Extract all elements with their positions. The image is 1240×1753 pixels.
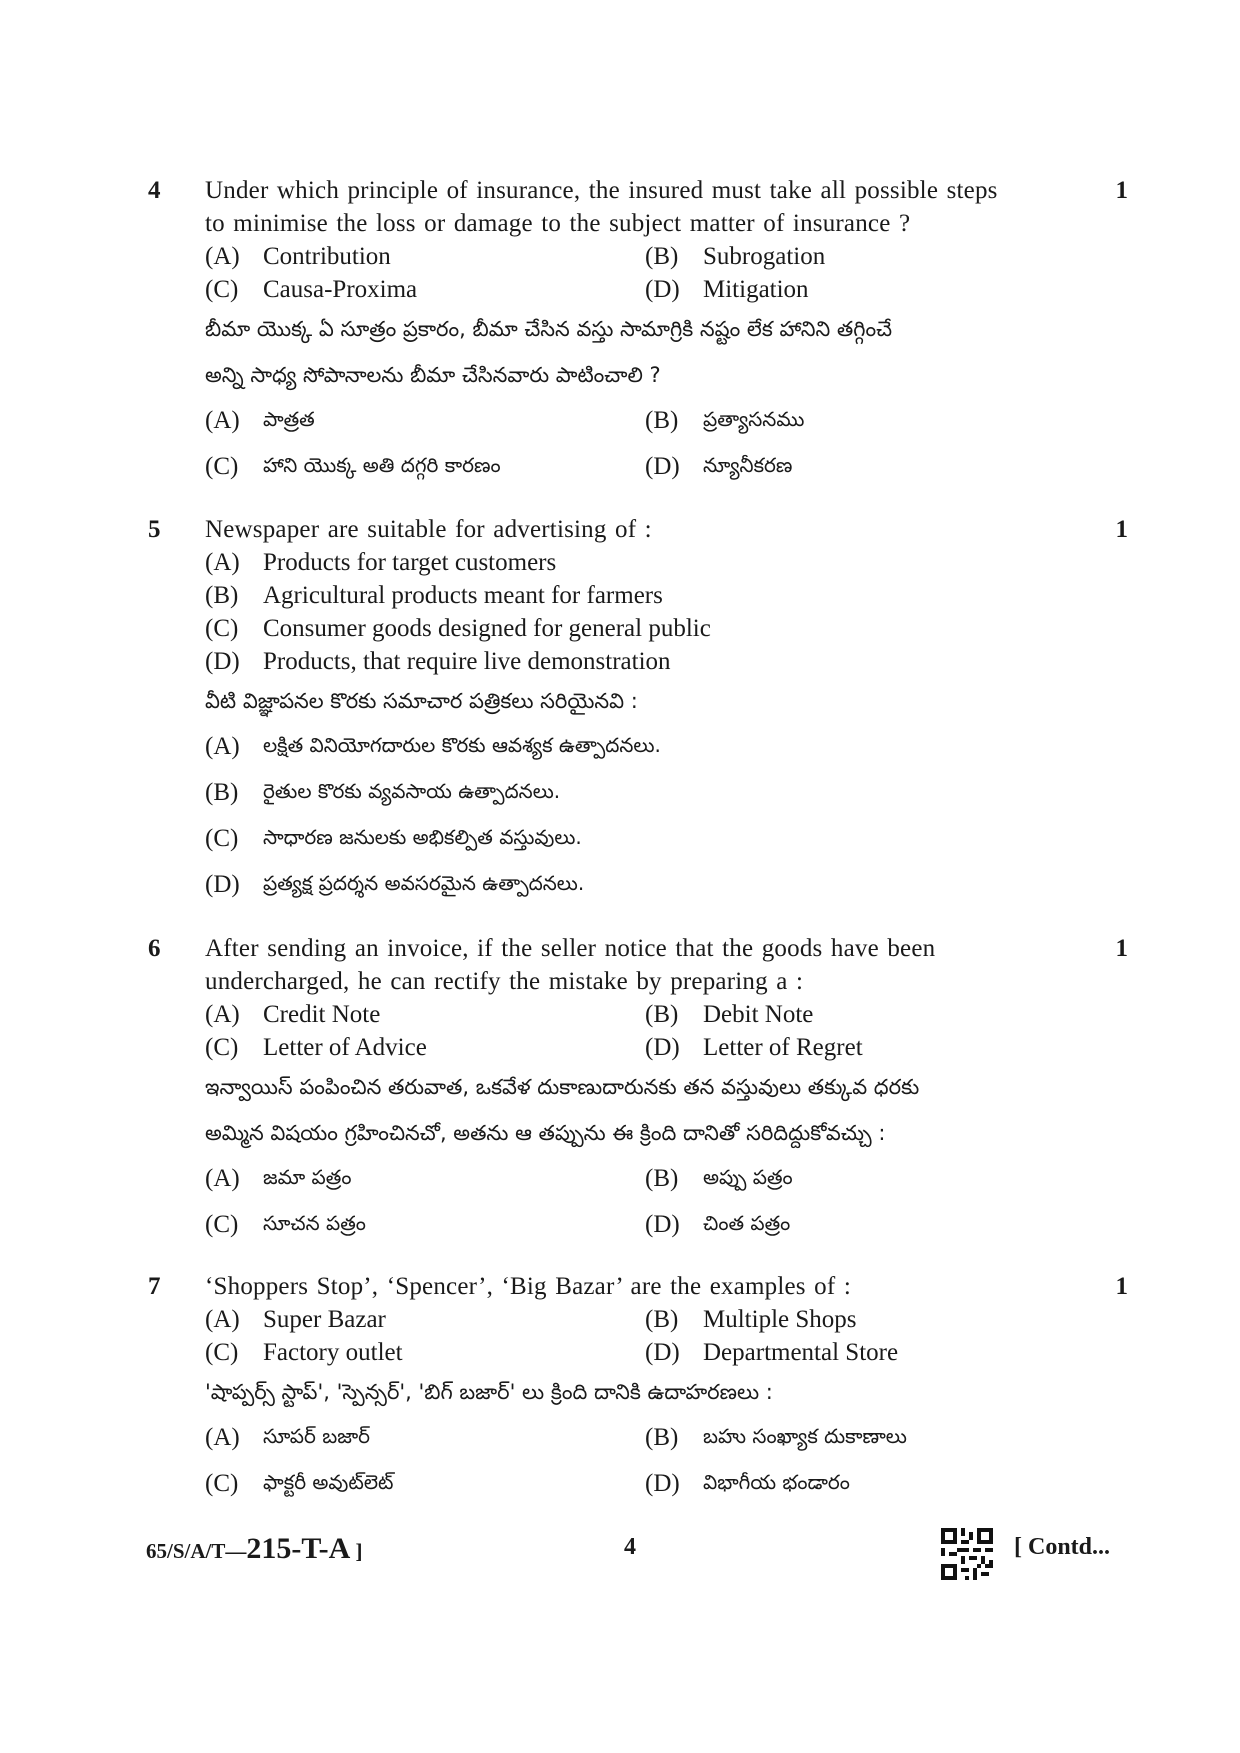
option-text: Subrogation bbox=[703, 242, 826, 270]
telugu-question-line: బీమా యొక్క ఏ సూత్రం ప్రకారం, బీమా చేసిన వస్తు సామాగ్రికి నష్టం లేక హానిని తగ్గించే bbox=[205, 317, 893, 341]
option-text: Products, that require live demonstration bbox=[263, 647, 671, 675]
option-letter: (A) bbox=[205, 1165, 240, 1192]
question-text-line: to minimise the loss or damage to the subject matter of insurance ? bbox=[205, 210, 911, 237]
question-number: 6 bbox=[148, 935, 161, 962]
option-c bbox=[205, 1339, 645, 1367]
option-a bbox=[205, 1001, 645, 1029]
option-letter: (B) bbox=[645, 1424, 679, 1451]
option-text: Debit Note bbox=[703, 1000, 814, 1028]
option-text: ఫాక్టరీ అవుట్‌లెట్ bbox=[263, 1469, 394, 1494]
option-text: పాత్రత bbox=[263, 406, 315, 431]
paper-code-suffix: ] bbox=[350, 1539, 363, 1563]
option-text: Credit Note bbox=[263, 1000, 381, 1028]
option-letter: (B) bbox=[645, 1165, 679, 1192]
option-text: Products for target customers bbox=[263, 548, 557, 576]
option-b bbox=[645, 243, 825, 271]
option-d bbox=[645, 1034, 863, 1062]
question-body bbox=[205, 1270, 1065, 1507]
question-text-line: Under which principle of insurance, the insured must take all possible steps bbox=[205, 177, 998, 204]
telugu-option-a bbox=[205, 724, 1065, 770]
telugu-question-line: 'షాప్పర్స్ స్టాప్', 'స్పెన్సర్', 'బిగ్ బజార్' లు క్రింది దానికి ఉదాహరణలు : bbox=[205, 1380, 773, 1404]
telugu-option-row bbox=[205, 1202, 1065, 1248]
option-text: ప్రత్యాసనము bbox=[703, 406, 805, 431]
option-letter: (C) bbox=[205, 275, 239, 303]
question-marks: 1 bbox=[1115, 1273, 1128, 1300]
option-text: రైతుల కొరకు వ్యవసాయ ఉత్పాదనలు. bbox=[263, 778, 561, 803]
telugu-option-row bbox=[205, 398, 1065, 444]
telugu-question-line: ఇన్వాయిస్ పంపించిన తరువాత, ఒకవేళ దుకాణుదారునకు తన వస్తువులు తక్కువ ధరకు bbox=[205, 1075, 920, 1099]
option-letter: (B) bbox=[645, 1000, 679, 1028]
option-letter: (A) bbox=[205, 242, 240, 270]
option-letter: (C) bbox=[205, 1338, 239, 1366]
question-number: 5 bbox=[148, 516, 161, 543]
option-letter: (C) bbox=[205, 825, 239, 852]
question-number: 7 bbox=[148, 1273, 161, 1300]
option-letter: (D) bbox=[645, 1211, 680, 1238]
option-text: హాని యొక్క అతి దగ్గరి కారణం bbox=[263, 452, 501, 477]
telugu-option-c bbox=[205, 816, 1065, 862]
option-d bbox=[205, 645, 1065, 678]
option-letter: (D) bbox=[205, 871, 240, 898]
page-footer bbox=[146, 1528, 1126, 1568]
option-text: సూచన పత్రం bbox=[263, 1210, 366, 1235]
option-letter: (A) bbox=[205, 1000, 240, 1028]
telugu-option-d bbox=[645, 1211, 790, 1240]
paper-code-prefix: 65/S/A/T— bbox=[146, 1539, 247, 1563]
option-letter: (B) bbox=[645, 407, 679, 434]
option-text: Super Bazar bbox=[263, 1305, 386, 1333]
telugu-option-row bbox=[205, 444, 1065, 490]
paper-code-main: 215-T-A bbox=[246, 1532, 351, 1565]
option-text: Contribution bbox=[263, 242, 391, 270]
question-body bbox=[205, 932, 1065, 1248]
option-b bbox=[205, 579, 1065, 612]
qr-code-icon bbox=[941, 1528, 993, 1580]
option-letter: (B) bbox=[205, 779, 239, 806]
option-row bbox=[205, 1336, 1065, 1369]
option-text: జమా పత్రం bbox=[263, 1164, 352, 1189]
question-text-line: ‘Shoppers Stop’, ‘Spencer’, ‘Big Bazar’ are the examples of : bbox=[205, 1273, 851, 1300]
telugu-option-b bbox=[645, 407, 804, 436]
telugu-option-c bbox=[205, 453, 645, 482]
option-row bbox=[205, 273, 1065, 306]
option-letter: (C) bbox=[205, 614, 239, 642]
option-text: చింత పత్రం bbox=[703, 1210, 791, 1235]
continued-label: [ Contd... bbox=[1014, 1534, 1111, 1560]
option-letter: (A) bbox=[205, 548, 240, 576]
telugu-option-a bbox=[205, 407, 645, 436]
option-text: Multiple Shops bbox=[703, 1305, 857, 1333]
option-text: Departmental Store bbox=[703, 1338, 899, 1366]
option-letter: (B) bbox=[645, 1305, 679, 1333]
option-text: ప్రత్యక్ష ప్రదర్శన అవసరమైన ఉత్పాదనలు. bbox=[263, 870, 585, 895]
telugu-option-a bbox=[205, 1424, 645, 1453]
question-text-line: undercharged, he can rectify the mistake by preparing a : bbox=[205, 968, 804, 995]
option-letter: (D) bbox=[645, 453, 680, 480]
option-letter: (A) bbox=[205, 407, 240, 434]
option-letter: (B) bbox=[205, 581, 239, 609]
option-text: బహు సంఖ్యాక దుకాణాలు bbox=[703, 1423, 907, 1448]
option-c bbox=[205, 1034, 645, 1062]
option-letter: (D) bbox=[645, 1033, 680, 1061]
telugu-question-line: అన్ని సాధ్య సోపానాలను బీమా చేసినవారు పాటించాలి ? bbox=[205, 363, 661, 387]
option-letter: (D) bbox=[645, 275, 680, 303]
option-letter: (D) bbox=[205, 647, 240, 675]
option-row bbox=[205, 1031, 1065, 1064]
question-marks: 1 bbox=[1115, 935, 1128, 962]
option-d bbox=[645, 1339, 898, 1367]
telugu-option-c bbox=[205, 1211, 645, 1240]
option-letter: (A) bbox=[205, 1305, 240, 1333]
option-letter: (D) bbox=[645, 1338, 680, 1366]
question-body bbox=[205, 174, 1065, 490]
option-b bbox=[645, 1306, 857, 1334]
option-letter: (D) bbox=[645, 1470, 680, 1497]
telugu-option-b bbox=[645, 1165, 793, 1194]
question-marks: 1 bbox=[1115, 516, 1128, 543]
telugu-option-row bbox=[205, 1461, 1065, 1507]
question-text-line: Newspaper are suitable for advertising of : bbox=[205, 516, 652, 543]
telugu-option-b bbox=[205, 770, 1065, 816]
telugu-option-row bbox=[205, 1415, 1065, 1461]
option-letter: (B) bbox=[645, 242, 679, 270]
option-letter: (C) bbox=[205, 453, 239, 480]
option-row bbox=[205, 240, 1065, 273]
option-text: సూపర్ బజార్ bbox=[263, 1423, 370, 1448]
option-letter: (C) bbox=[205, 1470, 239, 1497]
option-text: అప్పు పత్రం bbox=[703, 1164, 793, 1189]
telugu-option-d bbox=[205, 862, 1065, 908]
option-letter: (A) bbox=[205, 733, 240, 760]
telugu-option-c bbox=[205, 1470, 645, 1499]
question-text-line: After sending an invoice, if the seller notice that the goods have been bbox=[205, 935, 936, 962]
option-a bbox=[205, 1306, 645, 1334]
telugu-question-line: అమ్మిన విషయం గ్రహించినచో, అతను ఆ తప్పును ఈ క్రింది దానితో సరిదిద్దుకోవచ్చు : bbox=[205, 1121, 886, 1145]
option-text: విభాగీయ భండారం bbox=[703, 1469, 850, 1494]
option-text: Factory outlet bbox=[263, 1338, 403, 1366]
telugu-option-d bbox=[645, 453, 792, 482]
page-number: 4 bbox=[624, 1534, 636, 1560]
option-text: న్యూనీకరణ bbox=[703, 452, 793, 477]
option-row bbox=[205, 998, 1065, 1031]
option-d bbox=[645, 276, 809, 304]
telugu-option-b bbox=[645, 1424, 907, 1453]
question-number: 4 bbox=[148, 177, 161, 204]
option-text: సాధారణ జనులకు అభికల్పిత వస్తువులు. bbox=[263, 824, 582, 849]
option-text: Letter of Regret bbox=[703, 1033, 863, 1061]
option-letter: (C) bbox=[205, 1033, 239, 1061]
question-marks: 1 bbox=[1115, 177, 1128, 204]
option-c bbox=[205, 612, 1065, 645]
telugu-option-row bbox=[205, 1156, 1065, 1202]
option-text: లక్షిత వినియోగదారుల కొరకు ఆవశ్యక ఉత్పాదనలు. bbox=[263, 732, 661, 757]
telugu-option-a bbox=[205, 1165, 645, 1194]
paper-code bbox=[146, 1532, 363, 1566]
option-a bbox=[205, 243, 645, 271]
option-text: Agricultural products meant for farmers bbox=[263, 581, 663, 609]
option-row bbox=[205, 1303, 1065, 1336]
option-text: Consumer goods designed for general public bbox=[263, 614, 711, 642]
telugu-option-d bbox=[645, 1470, 850, 1499]
question-body bbox=[205, 513, 1065, 908]
option-a bbox=[205, 546, 1065, 579]
option-c bbox=[205, 276, 645, 304]
option-text: Letter of Advice bbox=[263, 1033, 427, 1061]
option-letter: (A) bbox=[205, 1424, 240, 1451]
telugu-question-line: వీటి విజ్ఞాపనల కొరకు సమాచార పత్రికలు సరియైనవి : bbox=[205, 689, 638, 713]
option-b bbox=[645, 1001, 813, 1029]
option-text: Causa-Proxima bbox=[263, 275, 418, 303]
option-text: Mitigation bbox=[703, 275, 809, 303]
option-letter: (C) bbox=[205, 1211, 239, 1238]
